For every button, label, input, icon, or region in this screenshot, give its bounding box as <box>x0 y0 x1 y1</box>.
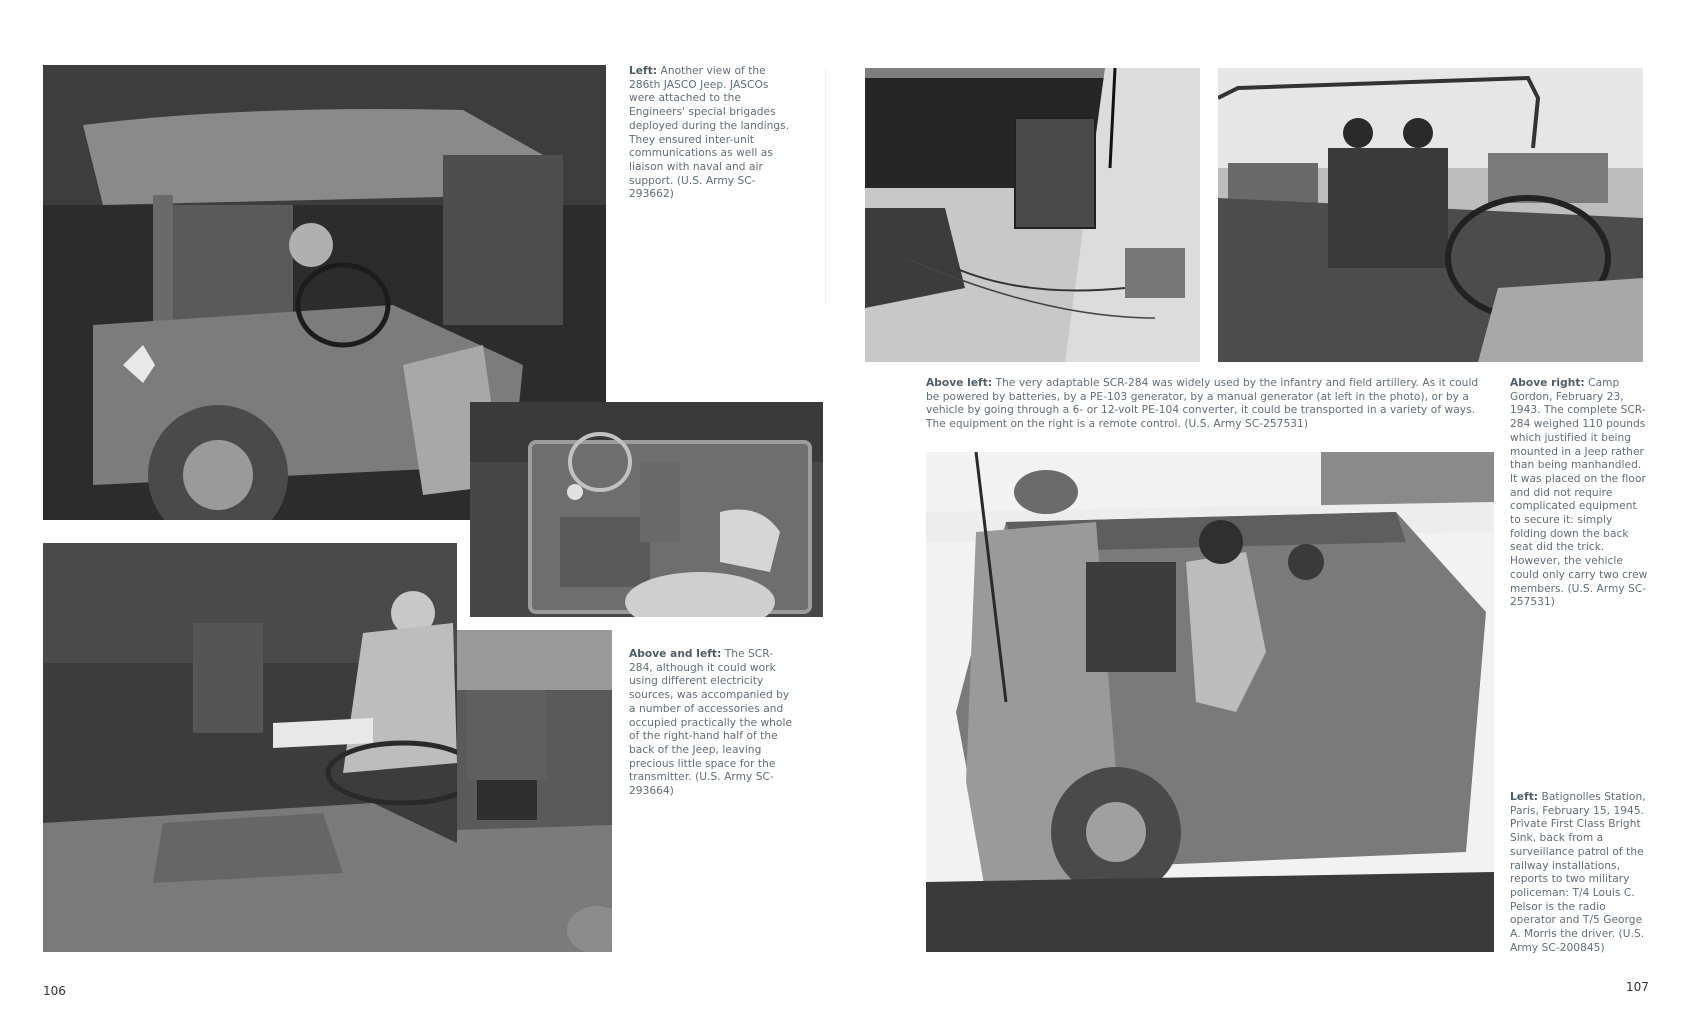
caption-label: Above and left: <box>629 648 722 660</box>
caption-above-left <box>926 377 1494 432</box>
caption-left-top <box>629 65 794 202</box>
caption-label: Left: <box>629 65 658 77</box>
caption-text: The SCR-284, although it could work using different electricity sources, was accompanied by a number of accessories and occupied practically the whole of the right-hand half of the back of the Jeep, leaving precious little space for the transmitter. (U.S. Army SC-293664) <box>629 648 793 798</box>
caption-label: Above right: <box>1510 377 1585 389</box>
photo-camp-gordon-jeep <box>1218 68 1643 362</box>
photo-operator-writing <box>43 543 457 952</box>
caption-text: The very adaptable SCR-284 was widely used by the infantry and field artillery. As it could be powered by batteries, by a PE-103 generator, by a manual generator (at left in the photo), or by a vehicle by going through a 6- or 12-volt PE-104 converter, it could be transported in a variety of ways. The equipment on the right is a remote control. (U.S. Army SC-257531) <box>926 377 1479 431</box>
photo-jeep-overhead <box>470 402 823 617</box>
caption-text: Another view of the 286th JASCO Jeep. JASCOs were attached to the Engineers' special brigades deployed during the landings. They ensured inter-unit communications as well as liaison with naval and air support. (U.S. Army SC-293662) <box>629 65 790 201</box>
caption-label: Left: <box>1510 791 1539 803</box>
caption-left-bottom <box>1510 791 1650 955</box>
caption-text: Batignolles Station, Paris, February 15, 1945. Private First Class Bright Sink, back from a surveillance patrol of the railway installations, reports to two military policeman: T/4 Louis C. Pelsor is the radio operator and T/5 George A. Morris the driver. (U.S. Army SC-200845) <box>1510 791 1646 954</box>
photo-operator-writing-right <box>457 630 612 952</box>
caption-above-right <box>1510 377 1650 610</box>
page-number-left: 106 <box>43 984 66 998</box>
photo-scr284-ground <box>865 68 1200 362</box>
caption-text: Camp Gordon, February 23, 1943. The complete SCR-284 weighed 110 pounds which justified it being mounted in a Jeep rather than being manhandled. It was placed on the floor and did not require complicated equipment to secure it: simply folding down the back seat did the trick. However, the vehicle could only carry two crew members. (U.S. Army SC-257531) <box>1510 377 1648 609</box>
caption-label: Above left: <box>926 377 993 389</box>
spine-fold <box>825 70 826 305</box>
photo-batignolles-jeep <box>926 452 1494 952</box>
page-number-right: 107 <box>1626 980 1649 994</box>
caption-above-and-left <box>629 648 794 799</box>
